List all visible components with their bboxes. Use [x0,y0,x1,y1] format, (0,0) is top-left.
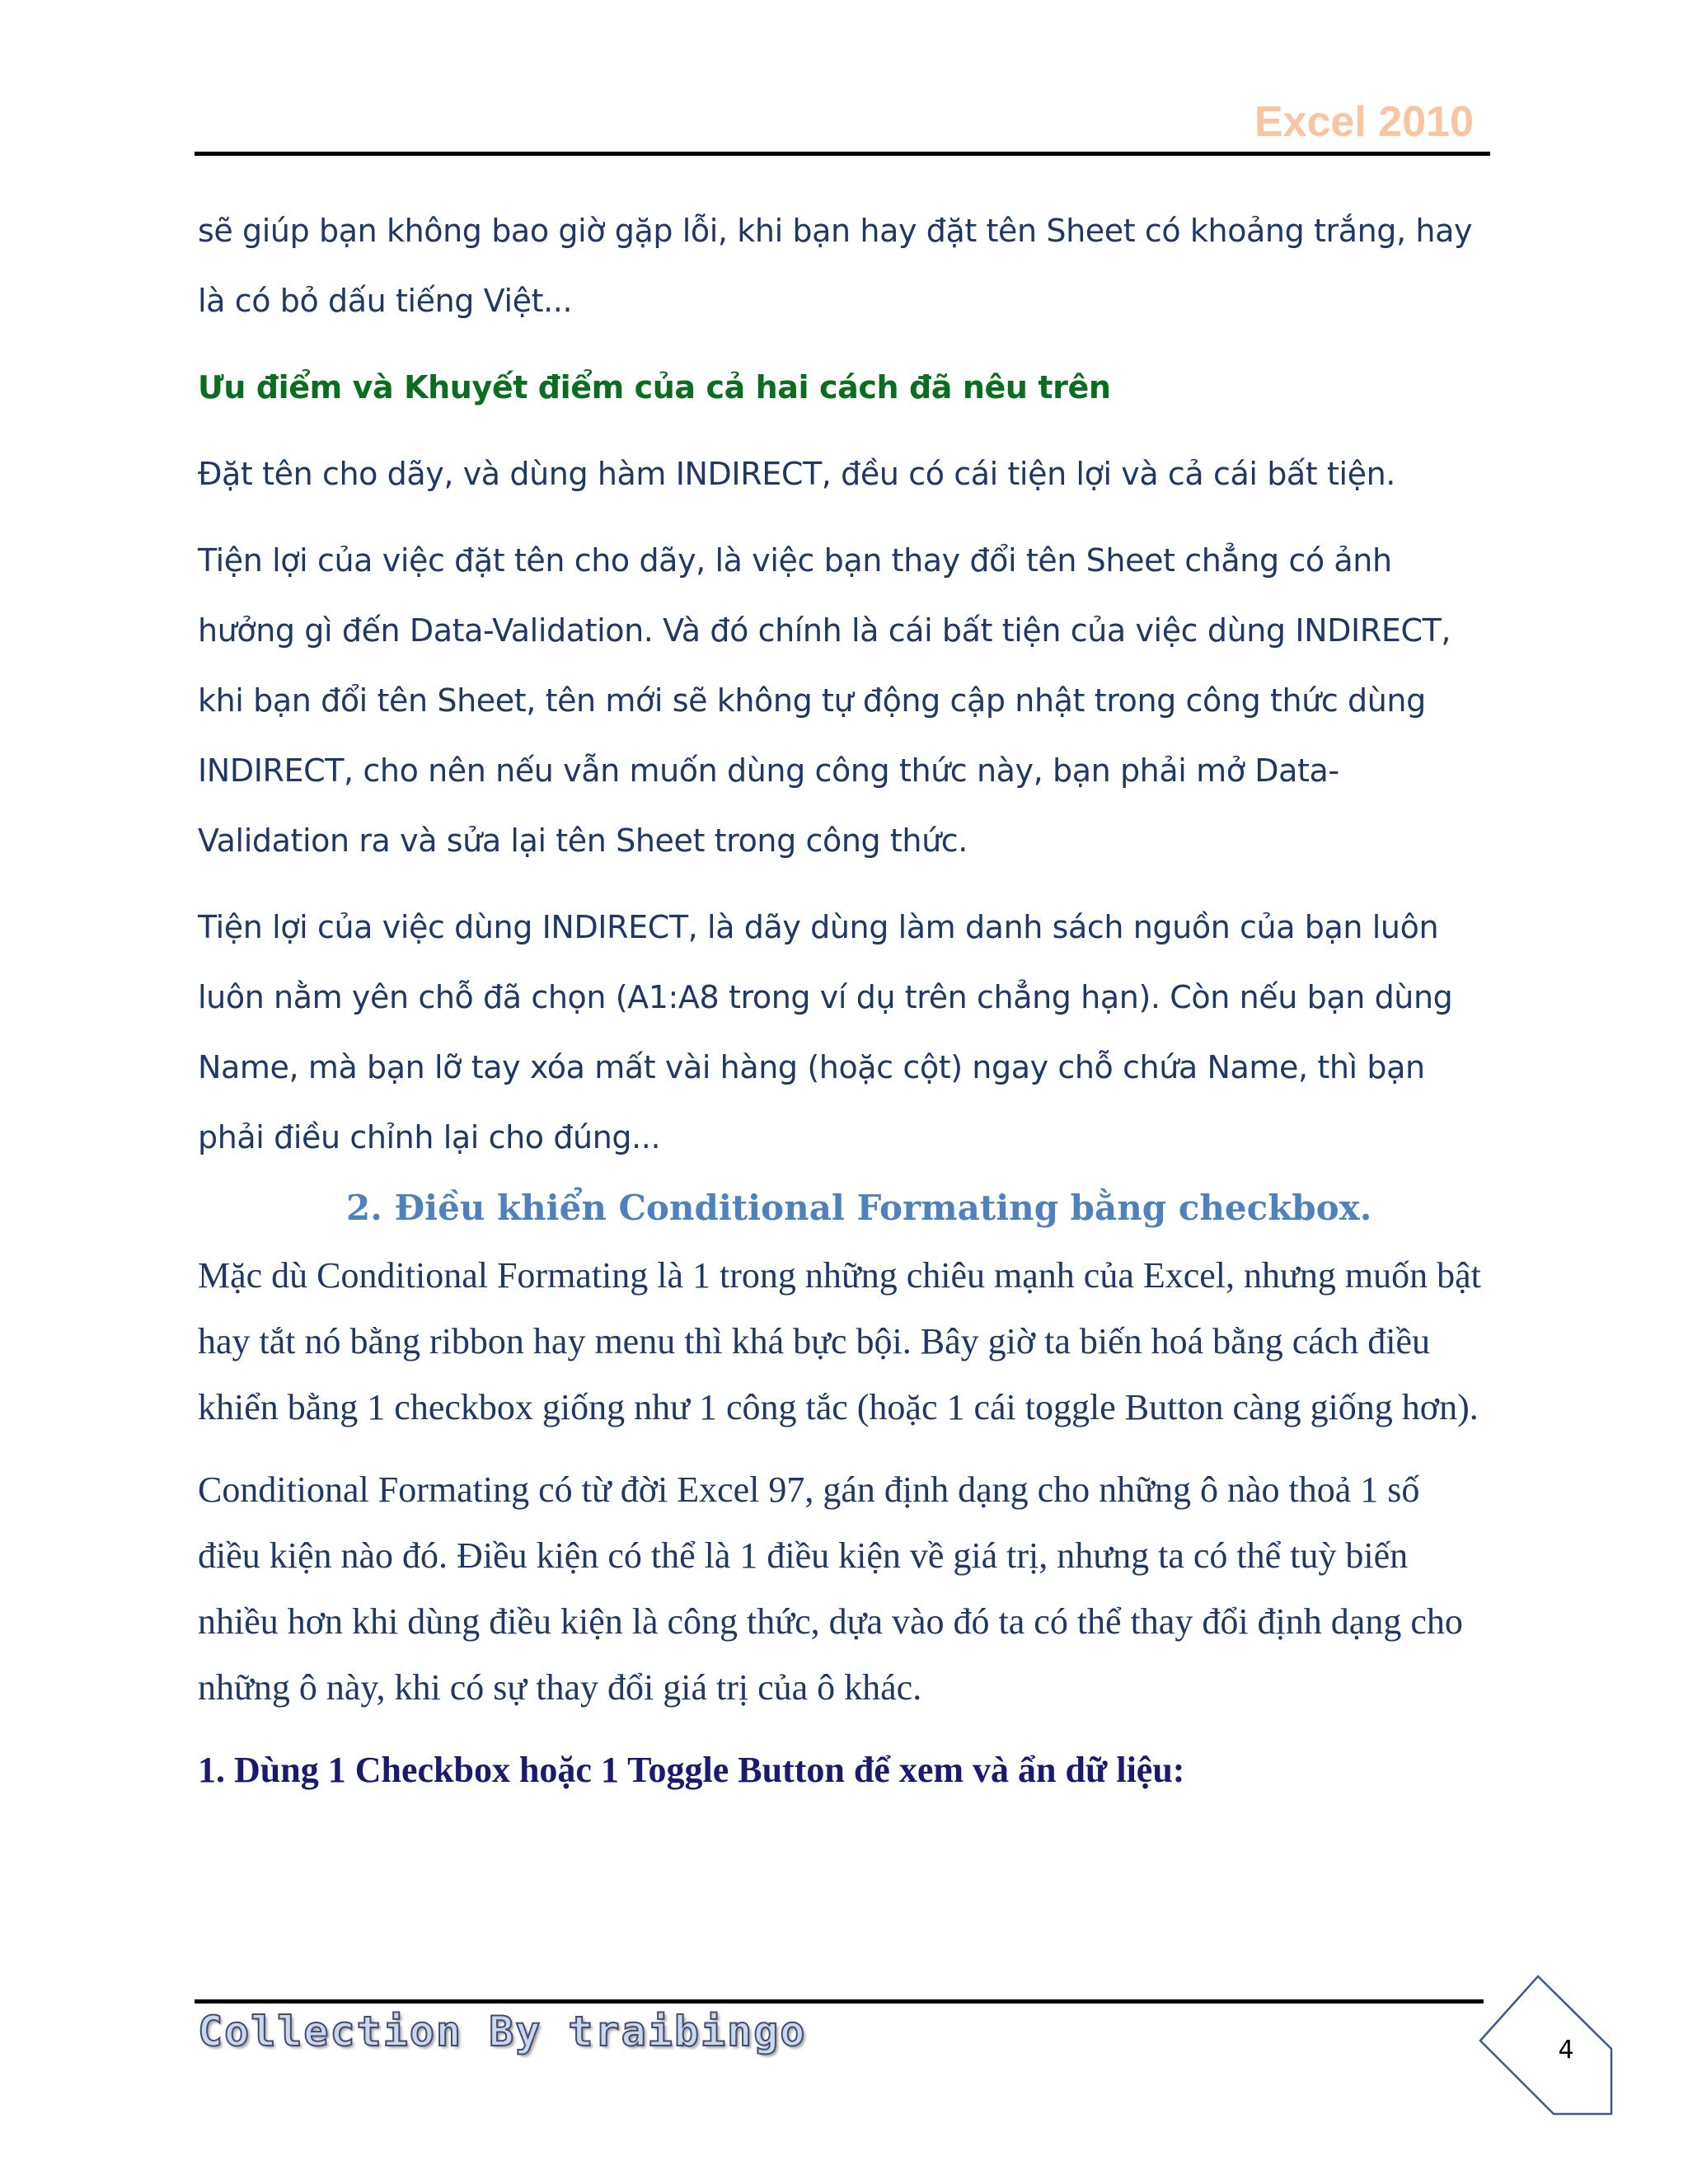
header-divider [195,152,1490,156]
footer-divider [195,1999,1484,2004]
paragraph-conditional-history: Conditional Formating có từ đời Excel 97, gán định dạng cho những ô nào thoả 1 số điều kiện nào đó. Điều kiện có thể là 1 điều kiện về giá trị, nhưng ta có thể tuỳ biến nhiều hơn khi dùng điều kiện là công thức, dựa vào đó ta có thể thay đổi định dạng cho những ô này, khi có sự thay đổi giá trị của ô khác. [198,1469,1463,1708]
page-content [198,196,1484,1803]
footer-credit: Collection By traibingo [198,2008,807,2055]
paragraph-conditional-intro: Mặc dù Conditional Formating là 1 trong những chiêu mạnh của Excel, nhưng muốn bật hay tắt nó bằng ribbon hay menu thì khá bực bội. Bây giờ ta biến hoá bằng cách điều khiển bằng 1 checkbox giống như 1 công tắc (hoặc 1 cái toggle Button càng giống hơn). [198,1255,1481,1427]
paragraph-naming-advantage: Tiện lợi của việc đặt tên cho dãy, là việc bạn thay đổi tên Sheet chẳng có ảnh hưởng gì đến Data-Validation. Và đó chính là cái bất tiện của việc dùng INDIRECT, khi bạn đổi tên Sheet, tên mới sẽ không tự động cập nhật trong công thức dùng INDIRECT, cho nên nếu vẫn muốn dùng công thức này, bạn phải mở Data-Validation ra và sửa lại tên Sheet trong công thức. [198,542,1451,859]
paragraph-naming-indirect: Đặt tên cho dãy, và dùng hàm INDIRECT, đều có cái tiện lợi và cả cái bất tiện. [198,456,1395,492]
paragraph-continuation: sẽ giúp bạn không bao giờ gặp lỗi, khi bạn hay đặt tên Sheet có khoảng trắng, hay là có bỏ dấu tiếng Việt... [198,213,1473,319]
page-number: 4 [1558,2036,1574,2064]
sub-heading-checkbox-toggle: 1. Dùng 1 Checkbox hoặc 1 Toggle Button để xem và ẩn dữ liệu: [198,1750,1185,1790]
paragraph-indirect-advantage: Tiện lợi của việc dùng INDIRECT, là dãy dùng làm danh sách nguồn của bạn luôn luôn nằm yên chỗ đã chọn (A1:A8 trong ví dụ trên chẳng hạn). Còn nếu bạn dùng Name, mà bạn lỡ tay xóa mất vài hàng (hoặc cột) ngay chỗ chứa Name, thì bạn phải điều chỉnh lại cho đúng... [198,909,1453,1155]
document-header-title: Excel 2010 [1254,98,1474,146]
section-heading-conditional-formatting: 2. Điều khiển Conditional Formating bằng checkbox. [346,1188,1372,1228]
pros-cons-heading: Ưu điểm và Khuyết điểm của cả hai cách đã nêu trên [198,369,1111,405]
